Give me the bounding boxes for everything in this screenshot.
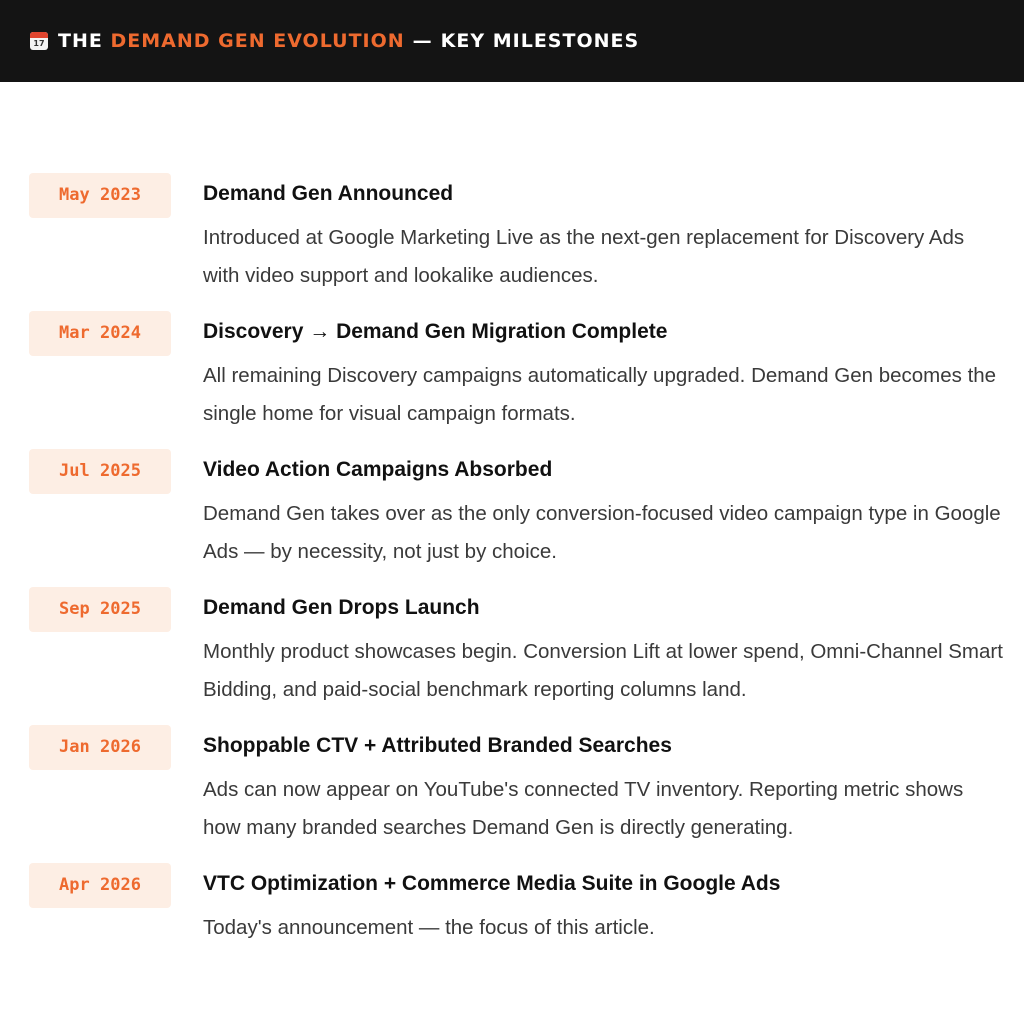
milestone-entry [0,587,1024,725]
header-separator: — [412,30,433,52]
milestone-title: Discovery → Demand Gen Migration Complete [203,320,668,343]
date-badge: May 2023 [29,173,171,218]
date-badge: Mar 2024 [29,311,171,356]
milestone-entry [0,449,1024,587]
header-suffix: KEY MILESTONES [440,30,640,52]
milestone-description: Ads can now appear on YouTube's connected TV inventory. Reporting metric shows how many branded searches Demand Gen is directly generating. [203,778,964,839]
date-badge: Jul 2025 [29,449,171,494]
milestone-title: Demand Gen Announced [203,182,454,205]
milestone-entry [0,173,1024,311]
date-badge: Jan 2026 [29,725,171,770]
milestone-description: Demand Gen takes over as the only conversion-focused video campaign type in Google Ads — by necessity, not just by choice. [203,502,1001,563]
milestone-title: Shoppable CTV + Attributed Branded Searches [203,734,672,757]
milestone-entry [0,863,1024,1001]
milestone-description: All remaining Discovery campaigns automatically upgraded. Demand Gen becomes the single home for visual campaign formats. [203,364,997,425]
header-prefix: THE [58,30,103,52]
milestone-title: VTC Optimization + Commerce Media Suite in Google Ads [203,872,781,895]
milestone-description: Monthly product showcases begin. Conversion Lift at lower spend, Omni-Channel Smart Bidding, and paid-social benchmark reporting columns land. [203,640,1003,701]
milestone-description: Introduced at Google Marketing Live as the next-gen replacement for Discovery Ads with video support and lookalike audiences. [203,226,965,287]
date-badge: Apr 2026 [29,863,171,908]
header-highlight: DEMAND GEN EVOLUTION [110,30,405,52]
milestone-title: Video Action Campaigns Absorbed [203,458,553,481]
calendar-icon: 17 [30,32,48,50]
date-badge: Sep 2025 [29,587,171,632]
milestone-timeline [0,173,1024,1001]
milestone-description: Today's announcement — the focus of this article. [203,916,655,939]
milestone-entry [0,311,1024,449]
milestone-entry [0,725,1024,863]
page-header [0,0,1024,82]
milestone-title: Demand Gen Drops Launch [203,596,480,619]
